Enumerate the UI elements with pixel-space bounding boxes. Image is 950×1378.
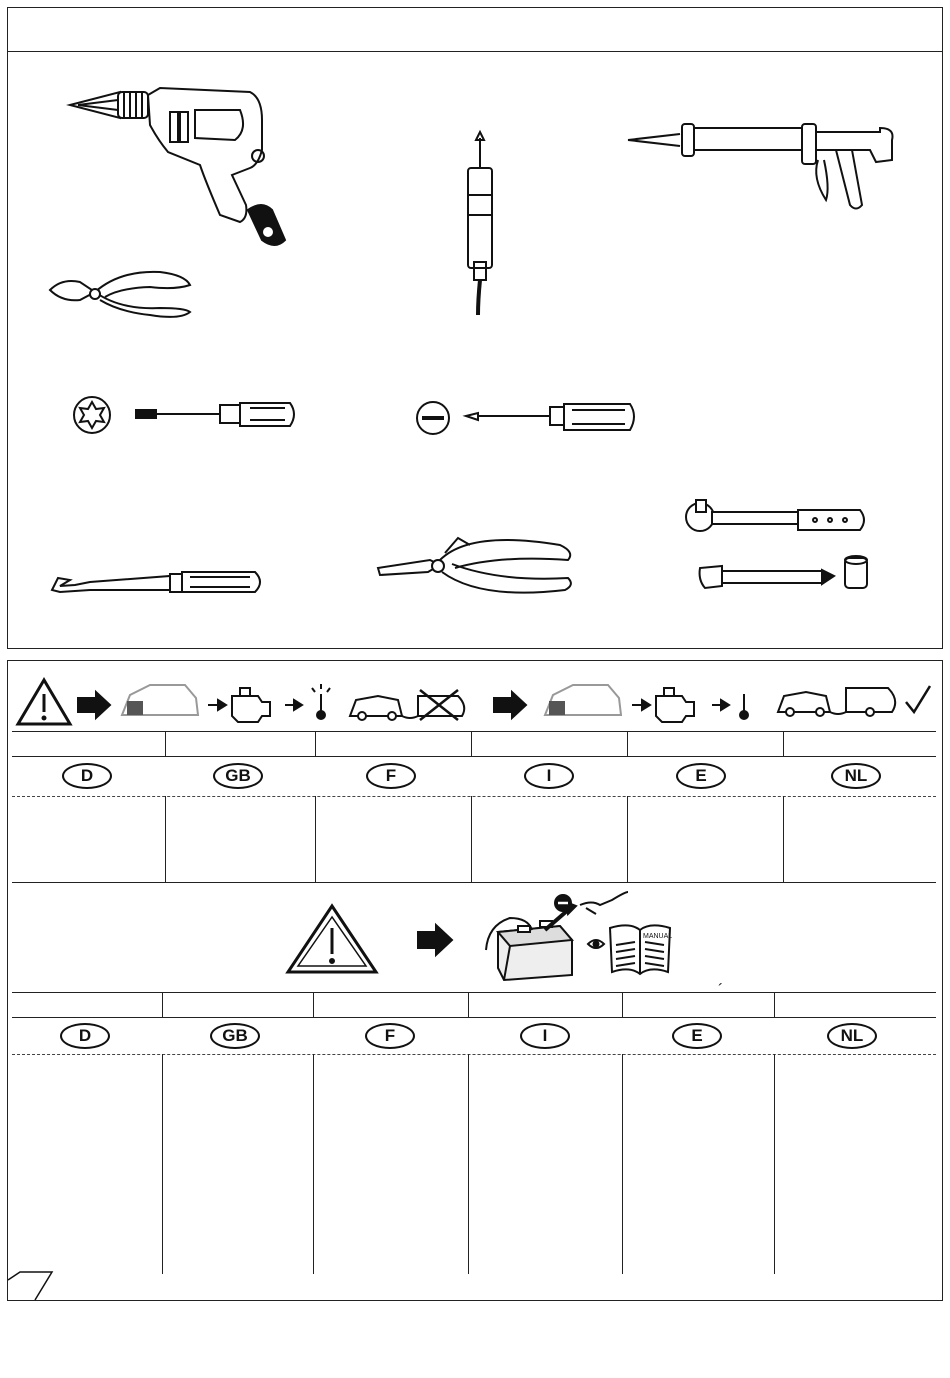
- stray-mark: ´: [718, 982, 724, 999]
- lang-badge-gb-2: GB: [210, 1023, 260, 1049]
- lang-badge-nl: NL: [831, 763, 881, 789]
- lang-badge-f-2: F: [365, 1023, 415, 1049]
- lang-badge-i-2: I: [520, 1023, 570, 1049]
- lang-badge-nl-2: NL: [827, 1023, 877, 1049]
- lang-badge-gb: GB: [213, 763, 263, 789]
- lang-badge-e: E: [676, 763, 726, 789]
- lang-badge-e-2: E: [672, 1023, 722, 1049]
- lang-badge-d-2: D: [60, 1023, 110, 1049]
- lang-badge-i: I: [524, 763, 574, 789]
- lang-badge-f: F: [366, 763, 416, 789]
- lang-badge-d: D: [62, 763, 112, 789]
- manual-label: MANUAL: [643, 933, 673, 940]
